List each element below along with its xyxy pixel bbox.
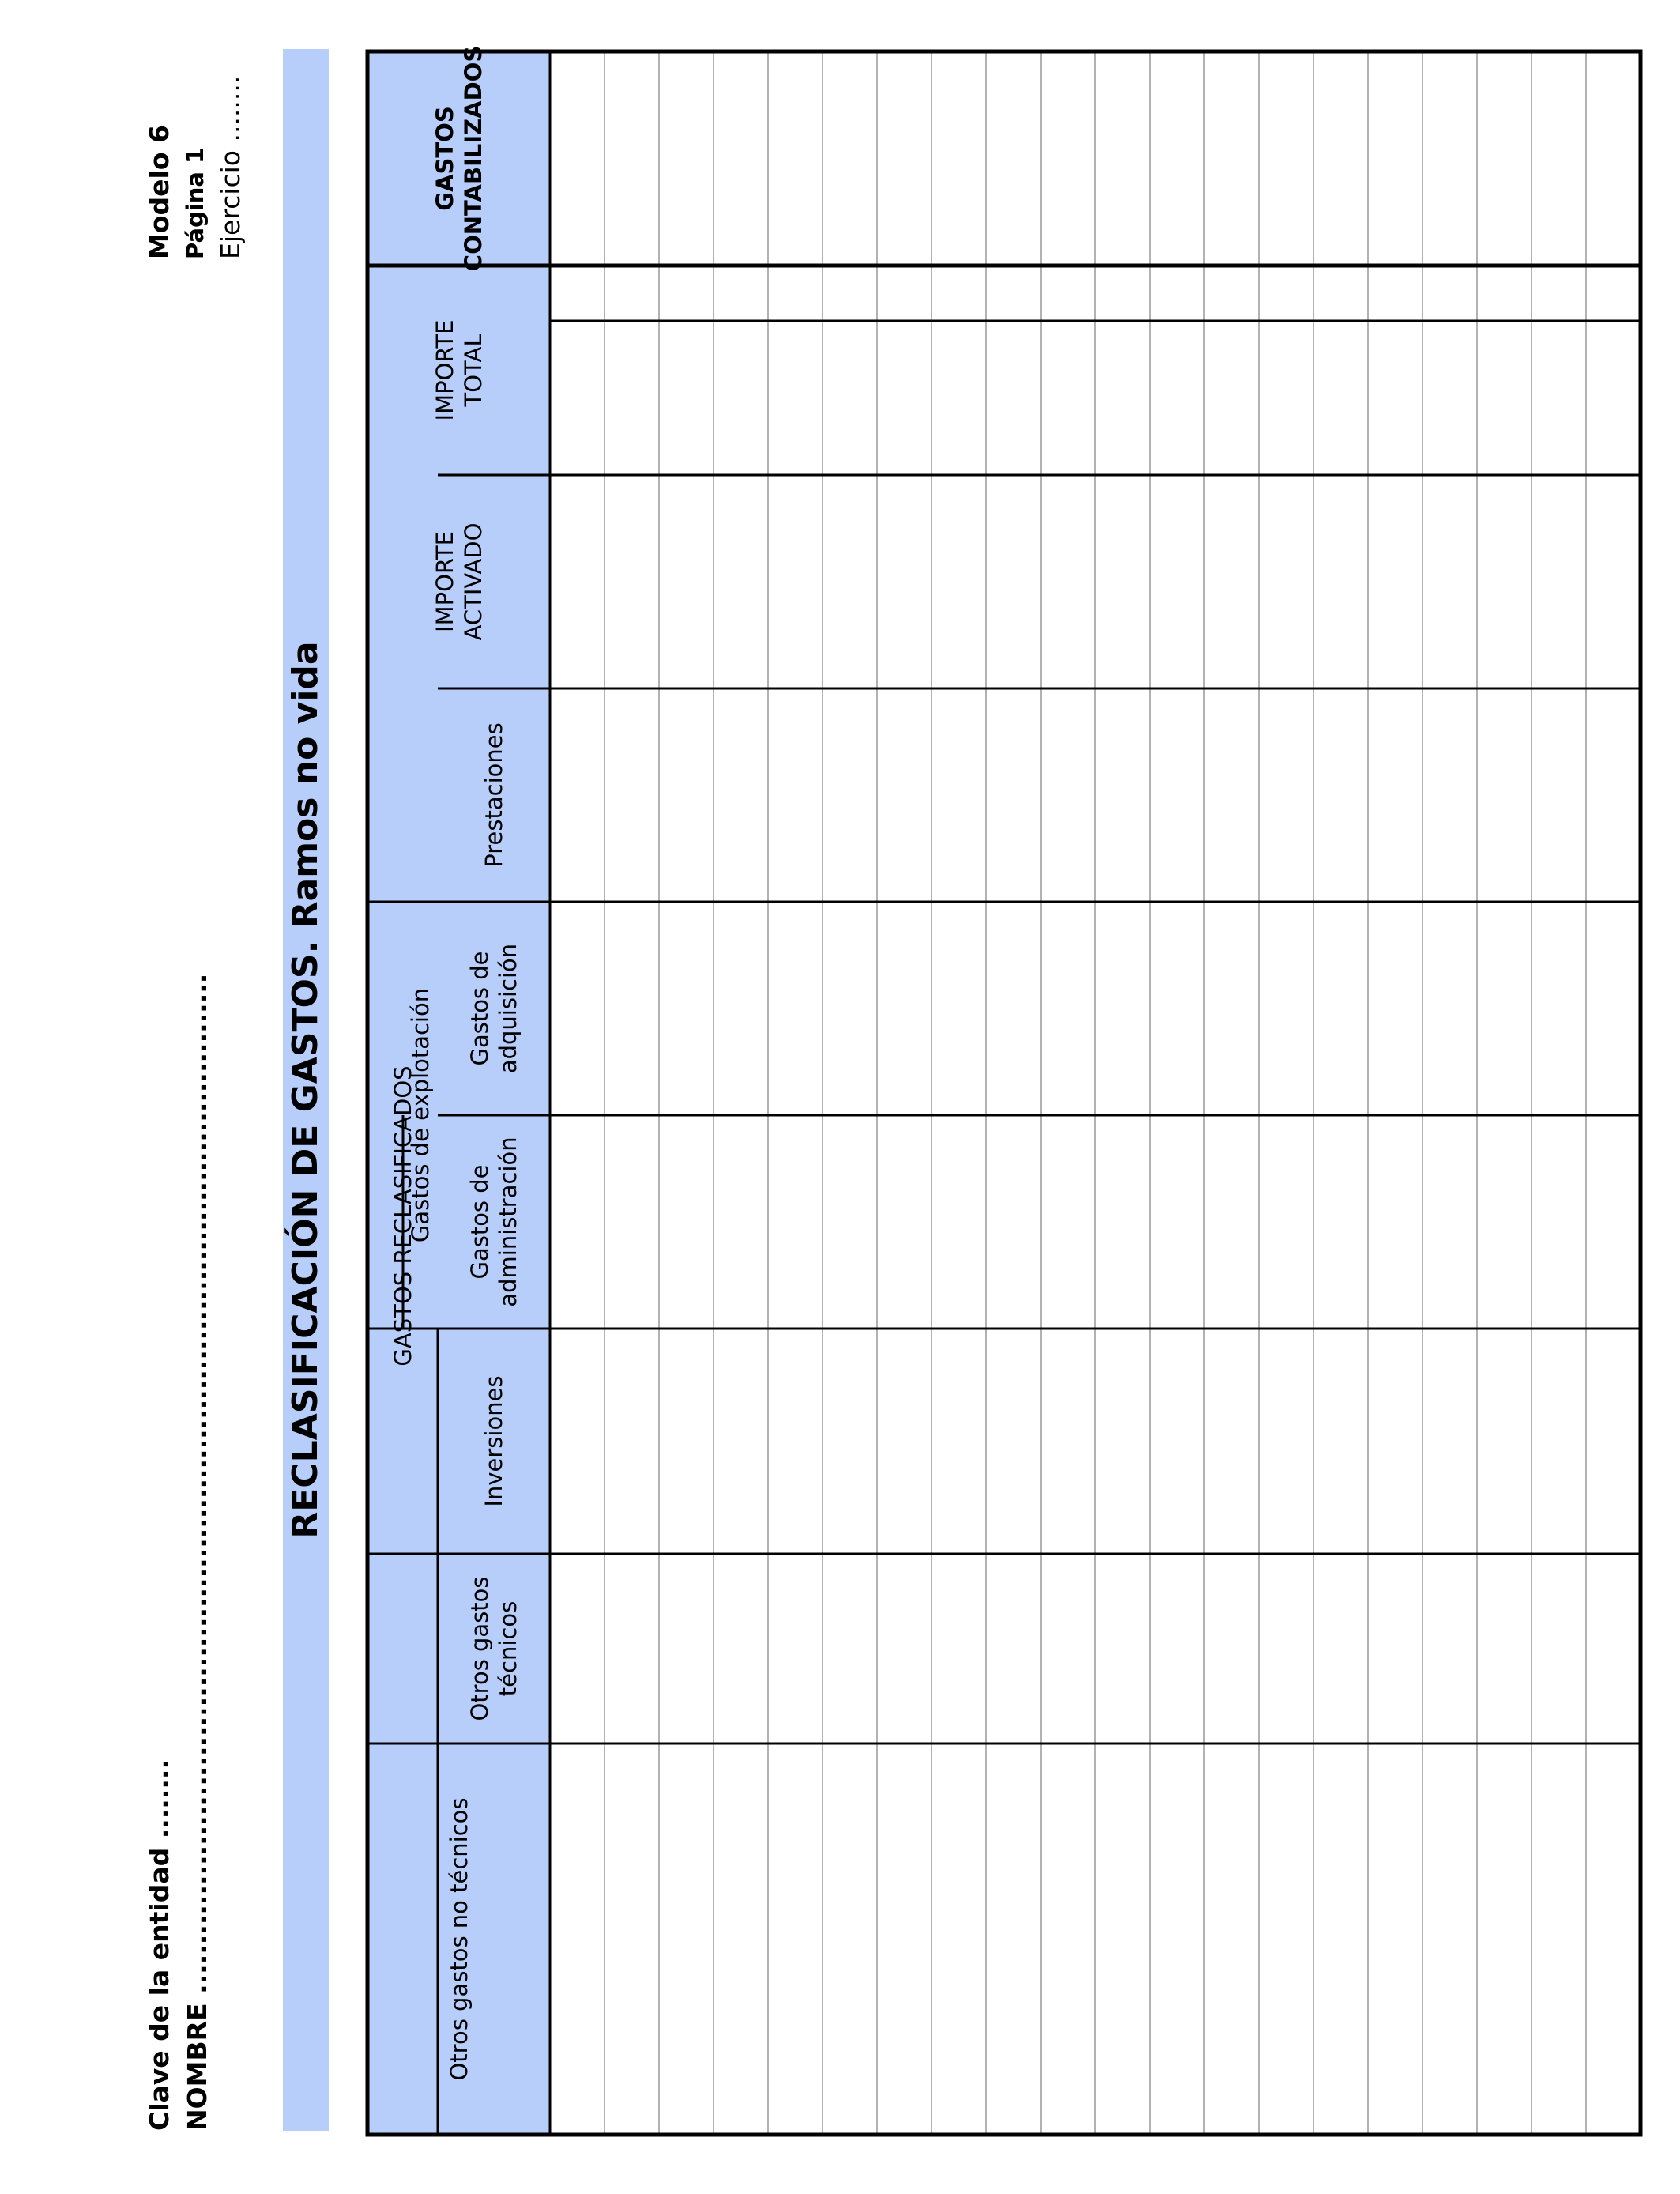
col-gastos-reclasificados: GASTOS RECLASIFICADOS — [389, 1065, 416, 1367]
col-gastos-administracion: Gastos de administración — [466, 1137, 522, 1307]
nombre-field[interactable]: NOMBRE ....................................................................................................... — [182, 973, 213, 2131]
table-frame — [367, 45, 1640, 2135]
clave-entidad-field[interactable]: Clave de la entidad ........ — [144, 1759, 175, 2131]
col-otros-no-tecnicos: Otros gastos no técnicos — [445, 1797, 473, 2081]
col-importe-total: IMPORTE TOTAL — [431, 319, 487, 421]
col-prestaciones: Prestaciones — [480, 722, 507, 868]
col-gastos-contabilizados: GASTOS CONTABILIZADOS — [431, 45, 487, 272]
page-title: RECLASIFICACIÓN DE GASTOS. Ramos no vida — [285, 641, 326, 1539]
col-importe-activado: IMPORTE ACTIVADO — [431, 522, 487, 641]
row-rules — [550, 51, 1640, 2135]
ejercicio-field[interactable]: Ejercicio ........ — [215, 75, 246, 259]
modelo-label: Modelo 6 — [144, 125, 175, 259]
col-gastos-adquisicion: Gastos de adquisición — [466, 943, 522, 1074]
pagina-label: Página 1 — [182, 147, 209, 259]
col-gastos-explotacion: Gastos de explotación — [407, 987, 434, 1243]
col-inversiones: Inversiones — [480, 1375, 507, 1507]
col-otros-tecnicos: Otros gastos técnicos — [466, 1576, 522, 1721]
table-outer-border — [367, 45, 1640, 2135]
